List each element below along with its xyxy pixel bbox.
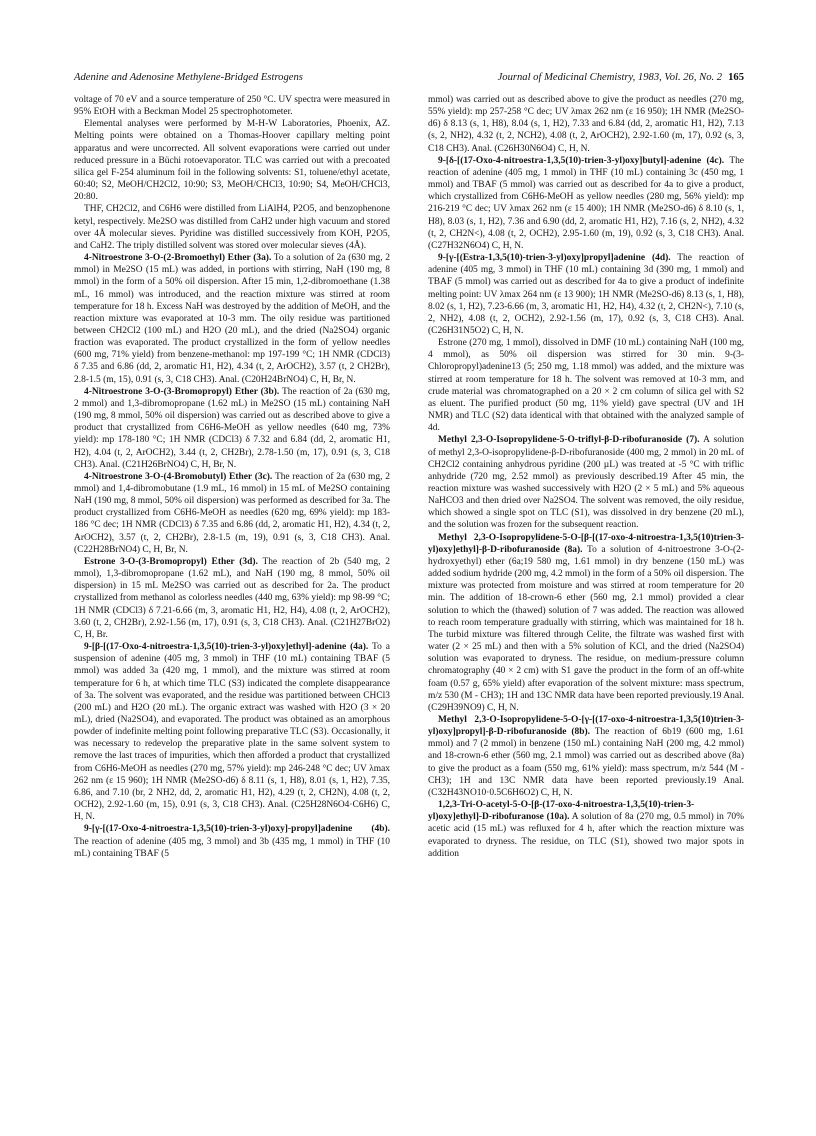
paragraph-text: The reaction of 2a (630 mg, 2 mmol) and 1,3-dibromopropane (1.62 mL) in Me2SO (15 mL) containing NaH (190 mg, 8 mmol, 50% oil dispersion) was carried out as described above to give a product that crystallized from C6H6-MeOH as yellow needles (640 mg, 73% yield): mp 178-180 °C; 1H NMR (CDCl3) δ 7.32 and 6.84 (dd, 2, aromatic H1, H2), 4.04 (t, 2, ArOCH2), 3.44 (t, 2, CH2Br), 2.78-1.50 (m, 17), 0.91 (s, 3, C18 CH3). Anal. (C21H26BrNO4) C, H, Br, N.: [74, 386, 390, 470]
paragraph: [74, 94, 390, 118]
left-column: [74, 94, 390, 860]
paragraph: [428, 799, 744, 860]
procedure-heading: 1,2,3-Tri-O-acetyl-5-O-[β-(17-oxo-4-nitroestra-1,3,5(10)-trien-3-yl)oxy]ethyl]-D-ribofuranose (10a).: [428, 800, 695, 823]
paragraph-text: Estrone (270 mg, 1 mmol), dissolved in DMF (10 mL) containing NaH (100 mg, 4 mmol), as 50% oil dispersion was stirred for 30 min. 9-(3-Chloropropyl)adenine13 (5; 250 mg, 1.18 mmol) was added, and the mixture was stirred at room temperature for 18 h. The solvent was removed at 10-3 mm, and crude material was chromatographed on a 20 × 2 cm column of silica gel with S2 as eluent. The purified product (50 mg, 11% yield) gave spectral (UV and 1H NMR) and TLC (S2) data identical with that obtained with the analyzed sample of 4d.: [428, 338, 744, 434]
paragraph: [74, 471, 390, 556]
paragraph-text: A solution of 8a (270 mg, 0.5 mmol) in 70% acetic acid (15 mL) was refluxed for 4 h, after which the reaction mixture was evaporated to dryness. The residue, on TLC (S1), showed two major spots in addition: [428, 812, 745, 859]
paragraph-text: The reaction of adenine (405 mg, 3 mmol) and 3b (435 mg, 1 mmol) in THF (10 mL) containing TBAF (5: [74, 836, 390, 859]
procedure-heading: Methyl 2,3-O-Isopropylidene-5-O-triflyl-β-D-ribofuranoside (7).: [438, 435, 700, 446]
procedure-heading: 4-Nitroestrone 3-O-(4-Bromobutyl) Ether (3c).: [84, 471, 273, 482]
procedure-heading: Estrone 3-O-(3-Bromopropyl) Ether (3d).: [84, 556, 258, 567]
paragraph: [428, 94, 744, 155]
paragraph: [74, 386, 390, 471]
paragraph: [428, 434, 744, 531]
paragraph-text: THF, CH2Cl2, and C6H6 were distilled from LiAlH4, P2O5, and benzophenone ketyl, respectively. Me2SO was distilled from CaH2 under high vacuum and stored over 4Å molecular sieves. Pyridine was distilled successively from KOH, P2O5, and CaH2. The triply distilled solvent was stored over molecular sieves (4Å).: [74, 204, 390, 251]
paragraph: [74, 118, 390, 203]
paragraph-text: The reaction of adenine (405 mg, 3 mmol) in THF (10 mL) containing 3d (390 mg, 1 mmol) and TBAF (5 mmol) was carried out as described for 4a to give a product of indefinite melting point: UV λmax 264 nm (ε 13 900); 1H NMR (Me2SO-d6) 8.13 (s, 1, H8), 8.02 (s, 1, H2), 7.23-6.66 (m, 3, aromatic H1, H2, H4), 4.32 (t, 2, CH2N<), 7.10 (s, 2, NH2), 4.08 (t, 2, OCH2), 2.92-1.56 (m, 17), 0.92 (s, 3, C18 CH3). Anal. (C26H31N5O2) C, H, N.: [428, 253, 744, 336]
procedure-heading: 9-[γ-[(17-Oxo-4-nitroestra-1,3,5(10)-trien-3-yl)oxy]-propyl]adenine (4b).: [84, 824, 390, 835]
paragraph: [74, 823, 390, 859]
procedure-heading: 4-Nitroestrone 3-O-(3-Bromopropyl) Ether (3b).: [84, 386, 280, 397]
procedure-heading: Methyl 2,3-O-Isopropylidene-5-O-[γ-[(17-oxo-4-nitroestra-1,3,5(10)trien-3-yl)oxy]propyl]-β-D-ribofuranoside (8b).: [428, 714, 744, 738]
paragraph: [428, 714, 744, 799]
paragraph-text: Elemental analyses were performed by M-H-W Laboratories, Phoenix, AZ. Melting points were obtained on a Thomas-Hoover capillary melting point apparatus and were uncorrected. All solvent evaporations were carried out under reduced pressure in a Büchi rotoevaporator. TLC was carried out with a precoated silica gel F-254 aluminum foil in the following solvents: S1, toluene/ethyl acetate, 60:40; S2, MeOH/CH2Cl2, 10:90; S3, MeOH/CHCl3, 10:90; S4, MeOH/CHCl3, 20:80.: [74, 119, 390, 203]
procedure-heading: 4-Nitroestrone 3-O-(2-Bromoethyl) Ether (3a).: [84, 253, 272, 264]
paragraph-text: The reaction of 6b19 (600 mg, 1.61 mmol) and 7 (2 mmol) in benzene (150 mL) containing NaH (200 mg, 4.2 mmol) and 18-crown-6 ether (560 mg, 2.1 mmol) was carried out as described above (8a) to give the product as a foam (550 mg, 61% yield): mass spectrum, m/z 544 (M - CH3); 1H and 13C NMR data have been reported previously.19 Anal. (C32H43NO10·0.5C6H6O2) C, H, N.: [428, 727, 744, 798]
right-column: [428, 94, 744, 860]
header-journal: [498, 70, 744, 86]
paragraph-text: mmol) was carried out as described above to give the product as needles (270 mg, 55% yield): mp 257-258 °C dec; UV λmax 262 nm (ε 16 950); 1H NMR (Me2SO-d6) δ 8.13 (s, 1, H8), 8.04 (s, 1, H2), 7.33 and 6.84 (dd, 2, aromatic H1, H2), 7.13 (s, 2, NH2), 4.32 (t, 2, NCH2), 4.08 (t, 2, ArOCH2), 2.92-1.60 (m, 17), 0.92 (s, 3, C18 CH3). Anal. (C26H30N6O4) C, H, N.: [428, 95, 744, 154]
procedure-heading: 9-[γ-[(Estra-1,3,5(10)-trien-3-yl)oxy]propyl]adenine (4d).: [438, 253, 671, 264]
paragraph-text: To a solution of 4-nitroestrone 3-O-(2-hydroxyethyl) ether (6a;19 580 mg, 1.61 mmol) in dry benzene (150 mL) was added sodium hydride (200 mg, 4.2 mmol) in the form of a 50% oil dispersion. The mixture was protected from moisture and was stirred at room temperature for 20 min. The addition of 18-crown-6 ether (560 mg, 2.1 mmol) provided a clear solution to which the (thawed) solution of 7 was added. The reaction was allowed to reach room temperature gradually with stirring, which was maintained for 18 h. The turbid mixture was filtered through Celite, the filtrate was washed first with water (2 × 25 mL) and then with a 5% solution of KCl, and the dried (Na2SO4) solution was evaporated to dryness. The residue, on medium-pressure column chromatography (40 × 2 cm) with S1 gave the product in the form of an off-white foam (0.57 g, 65% yield) after evaporation of the solvent mixture: mass spectrum, m/z 530 (M - CH3); 1H and 13C NMR data have been reported previously.19 Anal. (C29H39NO9) C, H, N.: [428, 544, 745, 713]
paragraph: [428, 155, 744, 252]
page-number: 165: [728, 72, 744, 83]
paragraph-text: voltage of 70 eV and a source temperature of 250 °C. UV spectra were measured in 95% EtOH with a Beckman Model 25 spectrophotometer.: [74, 95, 390, 118]
paragraph-text: To a suspension of adenine (405 mg, 3 mmol) in THF (10 mL) containing TBAF (5 mmol) was added 3a (420 mg, 1 mmol), and the mixture was stirred at room temperature for 6 h, at which time TLC (S3) indicated the complete disappearance of 3a. The solvent was evaporated, and the residue was partitioned between CHCl3 (200 mL) and H2O (20 mL). The organic extract was washed with H2O (3 × 20 mL), dried (Na2SO4), and evaporated. The product was obtained as an amorphous powder of indefinite melting point following preparative TLC (S3). Occasionally, it was necessary to redevelop the preparative plate in the same solvent system to remove the last traces of impurities, which then afforded a product that crystallized from C6H6-MeOH as needles (270 mg, 57% yield): mp 246-248 °C dec; UV λmax 262 nm (ε 15 960); 1H NMR (Me2SO-d6) δ 8.11 (s, 1, H8), 8.01 (s, 1, H2), 7.35, 6.86, and 7.10 (br, 2 NH2, dd, 2, aromatic H1, H2), 4.29 (t, 2, CH2N), 4.08 (t, 2, OCH2), 2.92-1.60 (m, 15), 0.91 (s, 3, C18 CH3). Anal. (C25H28N6O4·C6H6) C, H, N.: [74, 642, 390, 823]
procedure-heading: 9-[β-[(17-Oxo-4-nitroestra-1,3,5(10)-trien-3-yl)oxy]ethyl]-adenine (4a).: [84, 642, 369, 653]
paragraph: [428, 337, 744, 434]
procedure-heading: Methyl 2,3-O-Isopropylidene-5-O-[β-[(17-oxo-4-nitroestra-1,3,5(10)trien-3-yl)oxy]ethyl]-β-D-ribofuranoside (8a).: [428, 532, 744, 555]
header-title: Adenine and Adenosine Methylene-Bridged Estrogens: [74, 72, 303, 83]
paragraph: [74, 252, 390, 386]
paragraph-text: To a solution of 2a (630 mg, 2 mmol) in Me2SO (15 mL) was added, in portions with stirring, NaH (190 mg, 8 mmol) in the form of a 50% oil dispersion. After 15 min, 1,2-dibromoethane (1.38 mL, 16 mmol) was introduced, and the reaction mixture was stirred at room temperature for 18 h. Excess NaH was destroyed by the addition of MeOH, and the reaction mixture was evaporated at 10-3 mm. The oily residue was partitioned between CH2Cl2 (100 mL) and H2O (20 mL), and the dried (Na2SO4) organic fraction was evaporated. The product crystallized in the form of yellow needles (600 mg, 71% yield) from benzene-methanol: mp 197-199 °C; 1H NMR (CDCl3) δ 7.35 and 6.86 (dd, 2, aromatic H1, H2), 4.34 (t, 2, ArOCH2), 3.57 (t, 2 CH2Br), 2.8-1.5 (m, 15), 0.91 (s, 3, C18 CH3). Anal. (C20H24BrNO4) C, H, Br, N.: [74, 253, 390, 385]
journal-citation: Journal of Medicinal Chemistry, 1983, Vol. 26, No. 2: [497, 72, 723, 83]
paragraph-text: The reaction of 2b (540 mg, 2 mmol), 1,3-dibromopropane (1.62 mL), and NaH (190 mg, 8 mmol, 50% oil dispersion) in 15 mL Me2SO was carried out as described for 2a. The product crystallized from methanol as colorless needles (440 mg, 63% yield): mp 98-99 °C; 1H NMR (CDCl3) δ 7.21-6.66 (m, 3, aromatic H1, H2, H4), 4.08 (t, 2, ArOCH2), 3.60 (t, 2, CH2Br), 2.92-1.56 (m, 17), 0.91 (s, 3, C18 CH3). Anal. (C21H27BrO2) C, H, Br.: [74, 556, 390, 640]
paragraph: [428, 532, 744, 714]
paragraph: [74, 203, 390, 252]
paragraph: [74, 641, 390, 823]
paragraph-text: A solution of methyl 2,3-O-isopropylidene-β-D-ribofuranoside (400 mg, 2 mmol) in 20 mL of CH2Cl2 containing anhydrous pyridine (200 µL) was treated at -5 °C with triflic anhydride (720 mg, 2.52 mmol) as previously described.19 After 45 min, the reaction mixture was washed successively with H2O (2 × 5 mL) and 5% aqueous NaHCO3 and then dried over Na2SO4. The solvent was removed, the oily residue, which showed a single spot on TLC (S1), was dissolved in dry benzene (20 mL), and the solution was frozen for the subsequent reaction.: [428, 435, 744, 531]
paragraph: [428, 252, 744, 337]
paragraph-text: The reaction of adenine (405 mg, 1 mmol) in THF (10 mL) containing 3c (450 mg, 1 mmol) and TBAF (5 mmol) was carried out as described for 4a to give a product, which crystallized from C6H6-MeOH as yellow needles (280 mg, 56% yield): mp 216-219 °C dec; UV λmax 262 nm (ε 15 400); 1H NMR (Me2SO-d6) δ 8.10 (s, 1, H8), 8.03 (s, 1, H2), 7.36 and 6.90 (dd, 2, aromatic H1, H2), 7.16 (s, 2, NH2), 4.32 (t, 2, CH2N<), 4.08 (t, 2, OCH2), 2.95-1.60 (m, 19), 0.92 (s, 3, C18 CH3). Anal. (C27H32N6O4) C, H, N.: [428, 155, 744, 251]
procedure-heading: 9-[δ-[(17-Oxo-4-nitroestra-1,3,5(10)-trien-3-yl)oxy]butyl]-adenine (4c).: [438, 155, 725, 166]
running-header: [74, 70, 744, 86]
paragraph-text: The reaction of 2a (630 mg, 2 mmol) and 1,4-dibromobutane (1.9 mL, 16 mmol) in 15 mL of Me2SO containing NaH (190 mg, 8 mmol, 50% oil dispersion) was performed as described for 3a. The product crystallized from C6H6-MeOH as needles (620 mg, 69% yield): mp 183-186 °C dec; 1H NMR (CDCl3) δ 7.35 and 6.86 (dd, 2, aromatic H1, H2), 4.34 (t, 2, ArOCH2), 3.57 (t, 2, CH2Br), 2.8-1.5 (m, 19), 0.91 (s, 3, C18 CH3). Anal. (C22H28BrNO4) C, H, Br, N.: [74, 471, 390, 555]
paragraph: [74, 556, 390, 641]
